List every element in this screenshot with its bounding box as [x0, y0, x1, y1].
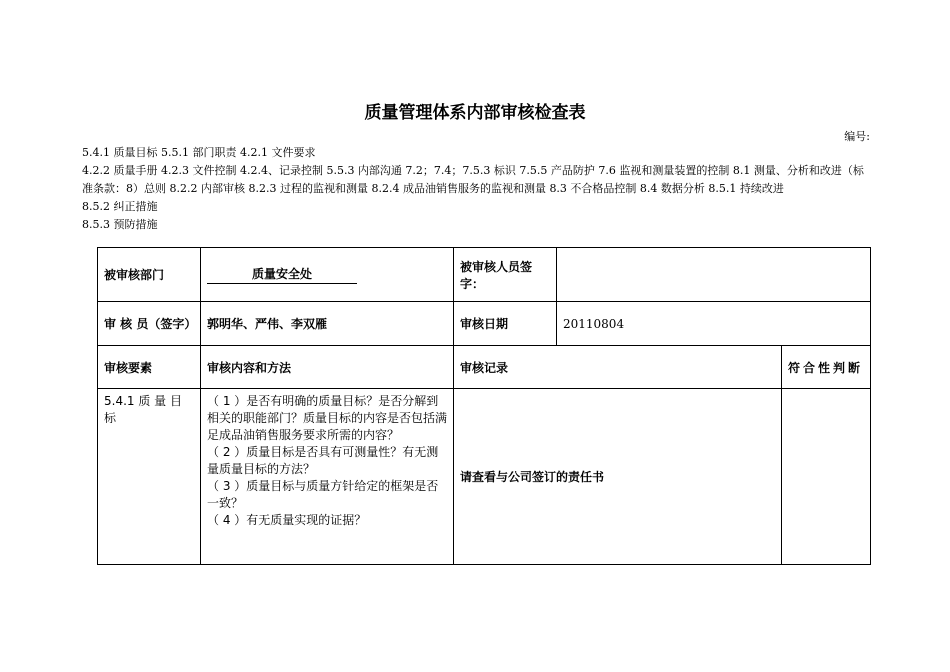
- header-record: 审核记录: [454, 346, 782, 389]
- method-item: （ 1 ）是否有明确的质量目标？是否分解到相关的职能部门？质量目标的内容是否包括满足成品油销售服务要求所需的内容？: [207, 394, 448, 442]
- audit-checklist-table: [97, 247, 871, 565]
- document-title: 质量管理体系内部审核检查表: [364, 103, 586, 123]
- audited-dept-value: 质量安全处: [207, 265, 357, 284]
- audit-date-label: 审核日期: [454, 302, 557, 346]
- auditee-sign-value[interactable]: [557, 248, 871, 302]
- method-item: （ 2 ）质量目标是否具有可测量性？有无测量质量目标的方法？: [207, 445, 439, 476]
- auditee-sign-label: 被审核人员签字：: [454, 248, 557, 302]
- method-item: （ 3 ）质量目标与质量方针给定的框架是否一致？: [207, 479, 439, 510]
- scope-line: 8.5.3 预防措施: [82, 218, 158, 231]
- header-element: 审核要素: [98, 346, 201, 389]
- row-conformity[interactable]: [782, 389, 871, 565]
- method-item: （ 4 ）有无质量实现的证据？: [207, 513, 367, 527]
- document-number-label: 编号:: [844, 130, 870, 143]
- scope-line: 4.2.2 质量手册 4.2.3 文件控制 4.2.4、记录控制 5.5.3 内部沟通 7.2；7.4；7.5.3 标识 7.5.5 产品防护 7.6 监视和测量装置的控制 8.1 测量、分析和改进（标准条款：8）总则 8.2.2 内部审核 8.2.3 过程的监视和测量 8.2.4 成品油销售服务的监视和测量 8.3 不合格品控制 8.4 数据分析 8.5.1 持续改进: [82, 164, 864, 195]
- table-header-row: [98, 346, 871, 389]
- scope-line: 5.4.1 质量目标 5.5.1 部门职责 4.2.1 文件要求: [82, 146, 316, 159]
- auditor-label: 审 核 员（签字）: [98, 302, 201, 346]
- auditor-value: 郭明华、严伟、李双雁: [201, 302, 454, 346]
- audited-dept-cell: [201, 248, 454, 302]
- audit-date-value: 20110804: [557, 302, 871, 346]
- table-row: [98, 302, 871, 346]
- audited-dept-label: 被审核部门: [98, 248, 201, 302]
- row-element: 5.4.1 质 量 目 标: [98, 389, 201, 565]
- row-record: 请查看与公司签订的责任书: [454, 389, 782, 565]
- table-row: [98, 248, 871, 302]
- header-method: 审核内容和方法: [201, 346, 454, 389]
- audit-scope-clauses: [82, 144, 872, 234]
- header-conformity: 符合性判断: [782, 346, 871, 389]
- row-method: [201, 389, 454, 565]
- scope-line: 8.5.2 纠正措施: [82, 200, 158, 213]
- table-row: [98, 389, 871, 565]
